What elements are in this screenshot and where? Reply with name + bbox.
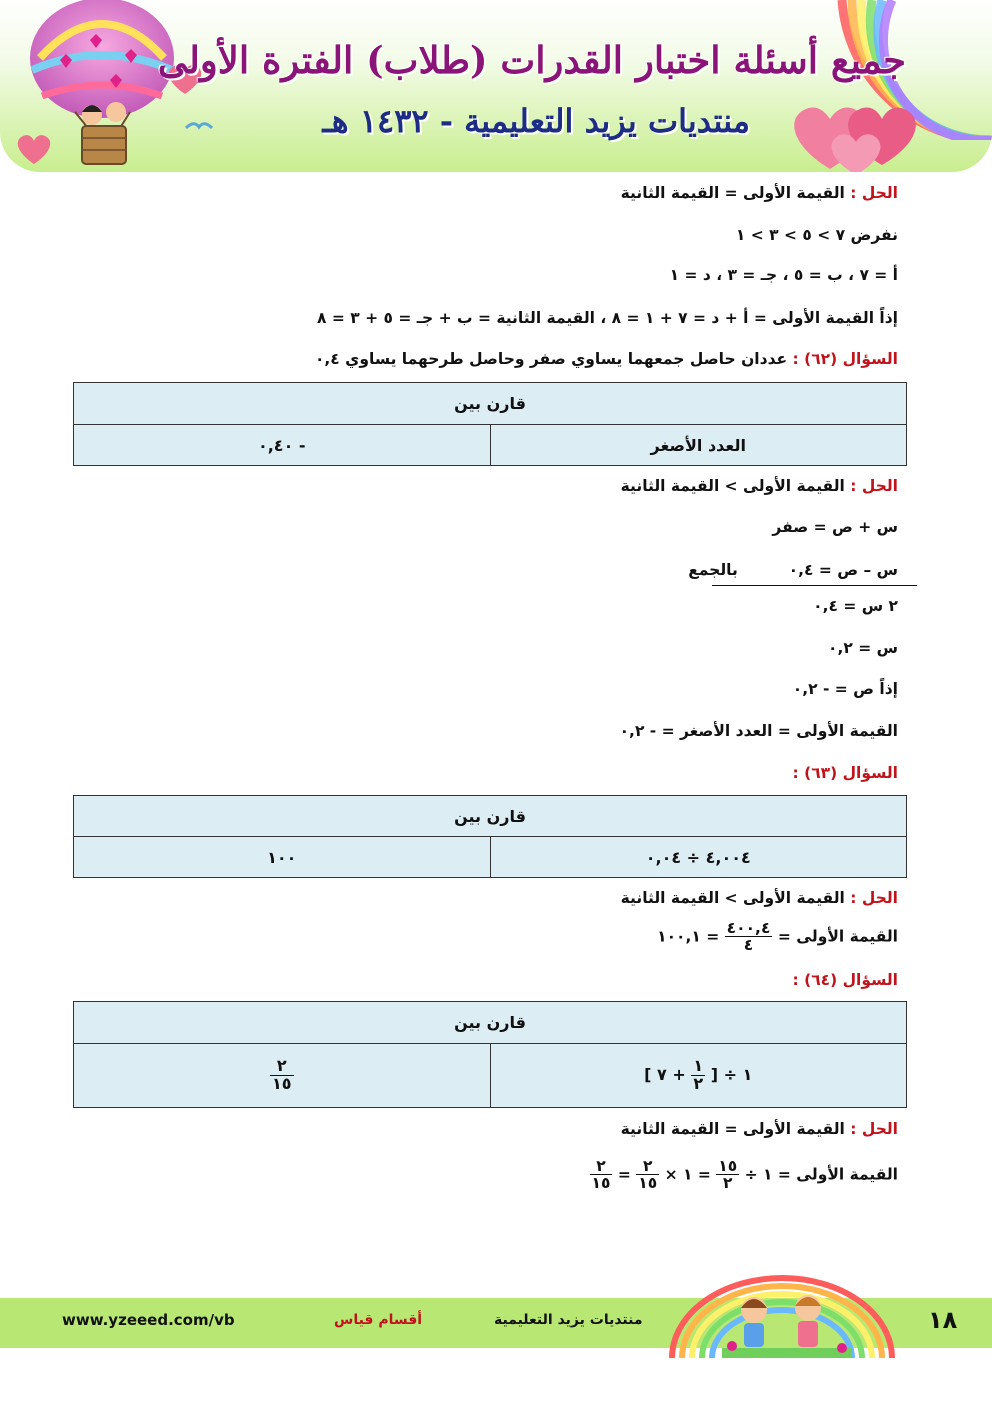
fraction-numerator: ٢ <box>270 1058 294 1076</box>
step-line <box>688 561 898 579</box>
compare-header: قارن بين <box>74 1002 907 1044</box>
calc-result: = ١٠٠,١ <box>657 927 720 946</box>
footer-url: www.yzeeed.com/vb <box>62 1311 235 1329</box>
solution-label: الحل : <box>850 477 898 495</box>
fraction-numerator: ١ <box>693 1056 704 1076</box>
page-number: ١٨ <box>928 1306 958 1334</box>
equation-text: س – ص = ٠,٤ <box>788 561 898 579</box>
solution-line <box>621 889 898 907</box>
fraction-numerator: ١٥ <box>718 1157 738 1175</box>
compare-header: قارن بين <box>74 796 907 837</box>
solution-line <box>621 184 898 202</box>
calc-line <box>657 920 898 954</box>
fraction <box>636 1158 659 1192</box>
solution-text: القيمة الأولى = القيمة الثانية <box>620 1120 845 1138</box>
second-value-cell: ١٠٠ <box>74 837 491 878</box>
second-value-cell: - ٠,٤٠ <box>74 425 491 466</box>
first-value-cell: ٤,٠٠٤ ÷ ٠,٠٤ <box>490 837 907 878</box>
footer-forum-name: منتديات يزيد التعليمية <box>494 1312 643 1328</box>
compare-table-64 <box>73 1001 907 1108</box>
solution-label: الحل : <box>850 184 898 202</box>
step-line: نفرض ٧ > ٥ > ٣ > ١ <box>735 226 898 244</box>
fraction-denominator: ٢ <box>722 1174 733 1193</box>
hearts-cluster-icon <box>782 95 932 172</box>
fraction-denominator: ١٥ <box>591 1174 611 1193</box>
solution-line <box>621 477 898 495</box>
solution-text: القيمة الأولى = القيمة الثانية <box>620 184 845 202</box>
question-62 <box>315 350 898 368</box>
fraction <box>270 1058 294 1093</box>
question-text: عددان حاصل جمعهما يساوي صفر وحاصل طرحهما يساوي ٠,٤ <box>314 350 788 368</box>
step-line: س + ص = صفر <box>772 518 898 536</box>
step-line: إذاً ص = - ٠,٢ <box>792 680 898 698</box>
page-title: جميع أسئلة اختبار القدرات (طلاب) الفترة الأولى <box>157 38 906 82</box>
calc-line <box>590 1158 898 1192</box>
compare-table-63 <box>73 795 907 878</box>
question-64 <box>793 971 898 989</box>
fraction-denominator: ٢ <box>693 1074 704 1093</box>
step-line: س = ٠,٢ <box>828 639 898 657</box>
fraction-denominator: ٤ <box>743 936 754 955</box>
fraction-denominator: ١٥ <box>271 1074 292 1093</box>
solution-label: الحل : <box>850 889 898 907</box>
bird-icon <box>184 118 214 136</box>
page-header <box>0 0 992 172</box>
sum-divider-line <box>712 585 917 586</box>
solution-line <box>621 1120 898 1138</box>
solution-text: القيمة الأولى > القيمة الثانية <box>620 477 845 495</box>
question-label: السؤال (٦٣) : <box>792 764 898 782</box>
calc-prefix: القيمة الأولى = <box>777 927 898 946</box>
fraction-numerator: ٤٠٠,٤ <box>726 919 771 937</box>
heart-icon <box>14 132 54 166</box>
fraction <box>725 920 773 954</box>
calc-mid: = ١ × <box>664 1165 711 1184</box>
expr-part: ١ ÷ [ <box>710 1065 753 1084</box>
compare-table-62 <box>73 382 907 466</box>
question-63 <box>793 764 898 782</box>
expr-part: + ٧ ] <box>644 1065 686 1084</box>
kids-rainbow-illustration-icon <box>662 1268 902 1364</box>
first-value-cell <box>490 1044 907 1108</box>
first-value-cell: العدد الأصغر <box>490 425 907 466</box>
footer-section: أقسام قياس <box>334 1312 423 1328</box>
step-line: أ = ٧ ، ب = ٥ ، جـ = ٣ ، د = ١ <box>669 266 898 284</box>
compare-header: قارن بين <box>74 383 907 425</box>
equals-sign: = <box>617 1165 631 1184</box>
second-value-cell <box>74 1044 491 1108</box>
calc-prefix: القيمة الأولى = ١ ÷ <box>744 1165 898 1184</box>
solution-label: الحل : <box>850 1120 898 1138</box>
question-label: السؤال (٦٤) : <box>792 971 898 989</box>
addition-note: بالجمع <box>688 561 738 579</box>
step-line: القيمة الأولى = العدد الأصغر = - ٠,٢ <box>619 722 898 740</box>
fraction <box>691 1058 705 1093</box>
step-line: ٢ س = ٠,٤ <box>813 597 898 615</box>
step-line: إذاً القيمة الأولى = أ + د = ٧ + ١ = ٨ ، القيمة الثانية = ب + جـ = ٥ + ٣ = ٨ <box>316 309 898 327</box>
fraction <box>590 1158 613 1192</box>
question-label: السؤال (٦٢) : <box>792 350 898 368</box>
fraction-denominator: ١٥ <box>638 1174 658 1193</box>
page-subtitle: منتديات يزيد التعليمية - ١٤٣٢ هـ <box>322 102 750 140</box>
fraction-numerator: ٢ <box>636 1158 659 1175</box>
fraction-numerator: ٢ <box>590 1158 613 1175</box>
solution-text: القيمة الأولى > القيمة الثانية <box>620 889 845 907</box>
fraction <box>716 1158 739 1192</box>
